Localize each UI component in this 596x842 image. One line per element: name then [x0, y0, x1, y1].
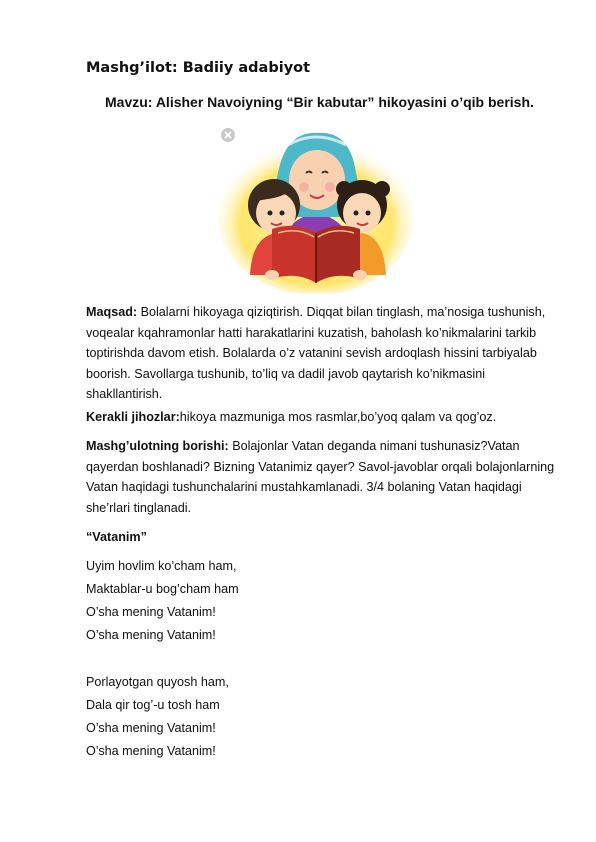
close-badge-icon [221, 128, 235, 142]
poem-line: O’sha mening Vatanim! [86, 721, 216, 735]
goal-label: Maqsad: [86, 305, 138, 319]
equipment-label: Kerakli jihozlar: [86, 410, 180, 424]
procedure-paragraph [86, 436, 556, 518]
poem-line: O’sha mening Vatanim! [86, 744, 216, 758]
goal-paragraph [86, 302, 556, 405]
poem-line: O’sha mening Vatanim! [86, 628, 216, 642]
poem-line: Uyim hovlim ko’cham ham, [86, 559, 237, 573]
poem-line: Dala qir tog’-u tosh ham [86, 698, 220, 712]
poem-line: Porlayotgan quyosh ham, [86, 675, 229, 689]
poem-line: O’sha mening Vatanim! [86, 605, 216, 619]
lesson-title: Mashg’ilot: Badiiy adabiyot [86, 60, 311, 76]
lesson-topic: Mavzu: Alisher Navoiyning “Bir kabutar” hikoyasini o’qib berish. [105, 94, 534, 110]
procedure-text: Bolajonlar Vatan deganda nimani tushunasiz?Vatan qayerdan boshlanadi? Bizning Vatanimiz qayer? Savol-javoblar orqali bolajonlarning Vatan haqidagi tushunchalarini mustahkamlanadi. 3/4 bolaning Vatan haqidagi she’rlari tinglanadi. [86, 439, 555, 515]
poem-line: Maktablar-u bog’cham ham [86, 582, 239, 596]
goal-text: Bolalarni hikoyaga qiziqtirish. Diqqat bilan tinglash, ma’nosiga tushunish, voqealar kqahramonlar hatti harakatlarini kuzatish, baholash ko’nikmalarini tarkib toptirishda davom etish. Bolalarda o’z vatanini sevish ardoqlash hissini tarbiyalab boorish. Savollarga tushunib, to’liq va dadil javob qaytarish ko’nikmasini shakllantirish. [86, 305, 546, 401]
procedure-label: Mashg’ulotning borishi: [86, 439, 229, 453]
equipment-paragraph [86, 407, 556, 428]
equipment-text: hikoya mazmuniga mos rasmlar,bo’yoq qalam va qog’oz. [179, 410, 497, 424]
poem-title: “Vatanim” [86, 530, 147, 544]
grandmother-reading-book-to-children-illustration [216, 125, 416, 293]
